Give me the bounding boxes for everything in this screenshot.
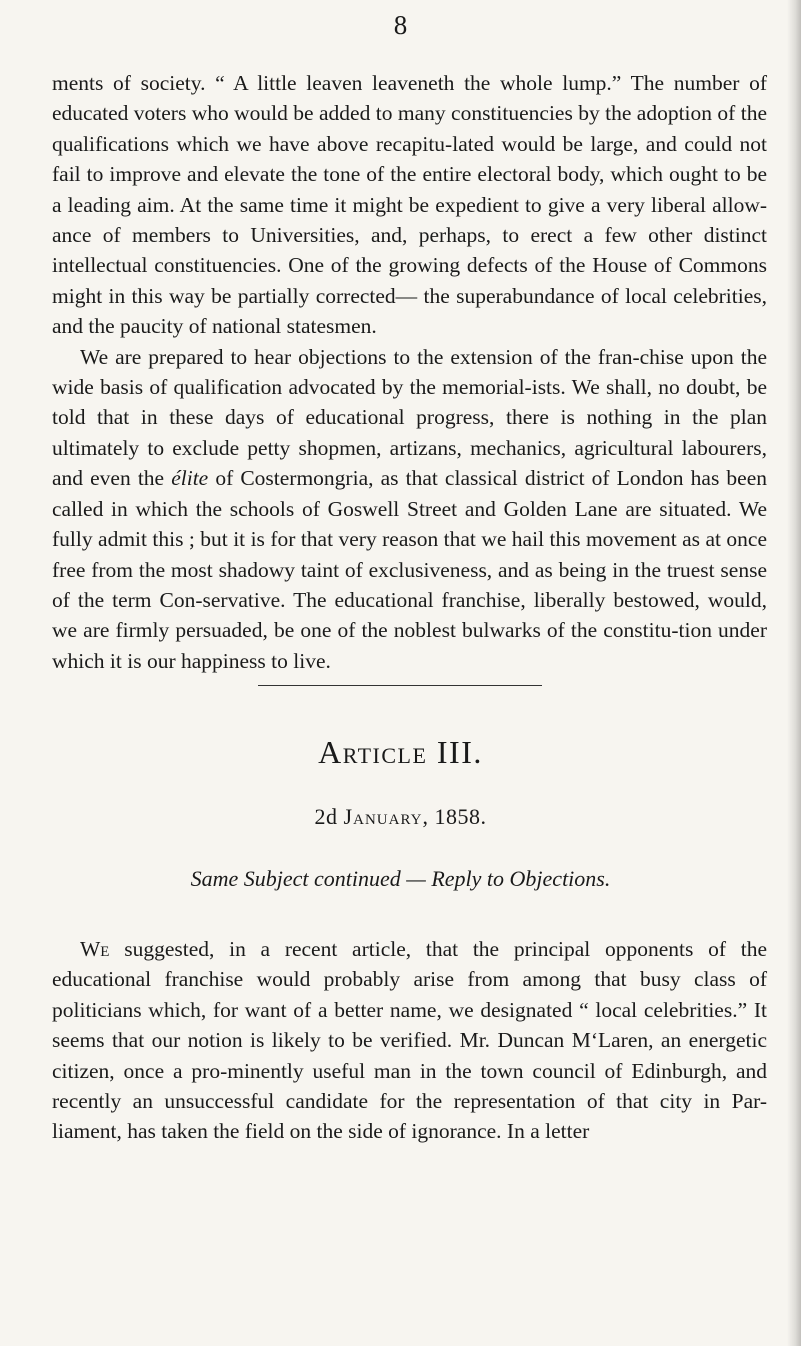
section-divider [258,685,542,686]
article-date-day: 2d [314,804,344,829]
article-heading: Article III. [318,734,483,770]
paragraph-objections-text-b: of Costermongria, as that classical district of London has been called in which the schools of Goswell Street and Golden Lane are situated. We fully admit this ; but it is for that very reason that we hail this movement as at once free from the most shadowy taint of exclusiveness, and as being in the truest sense of the term Con-servative. The educational franchise, liberally bestowed, would, we are firmly persuaded, be one of the noblest bulwarks of the constitu-tion under which it is our happiness to live. [52,466,767,673]
article-date [0,804,801,830]
article-date-month: January [343,804,423,829]
lead-word: We [80,937,110,961]
paragraph-article-opening [52,934,767,1147]
paragraph-article-opening-text: suggested, in a recent article, that the principal opponents of the educational franchise would probably arise from among that busy class of politicians which, for want of a better name, we designated “ local celebrities.” It seems that our notion is likely to be verified. Mr. Duncan M‘Laren, an energetic citizen, once a pro-minently useful man in the town council of Edinburgh, and recently an unsuccessful candidate for the representation of that city in Par-liament, has taken the field on the side of ignorance. In a letter [52,937,767,1144]
continued-text-block [52,68,767,676]
article-body [52,934,767,1147]
paragraph-objections-text-a: We are prepared to hear objections to the extension of the fran-chise upon the wide basis of qualification advocated by the memorial-ists. We shall, no doubt, be told that in these days of educational progress, there is nothing in the plan ultimately to exclude petty shopmen, artizans, mechanics, agricultural labourers, and even the [52,344,767,491]
paragraph-continuation: ments of society. “ A little leaven leaveneth the whole lump.” The number of educated voters who would be added to many constituencies by the adoption of the qualifications which we have above recapitu-lated would be large, and could not fail to improve and elevate the tone of the entire electoral body, which ought to be a leading aim. At the same time it might be expedient to give a very liberal allow-ance of members to Universities, and, perhaps, to erect a few other distinct intellectual constituencies. One of the growing defects of the House of Commons might in this way be partially corrected— the superabundance of local celebrities, and the paucity of national statesmen. [52,71,767,339]
page-edge-shadow [787,0,801,1346]
article-date-year: , 1858. [422,804,487,829]
italic-elite: élite [171,466,209,491]
paragraph-objections [52,342,767,676]
article-subtitle: Same Subject continued — Reply to Objections. [190,866,611,891]
page-number: 8 [393,10,408,40]
